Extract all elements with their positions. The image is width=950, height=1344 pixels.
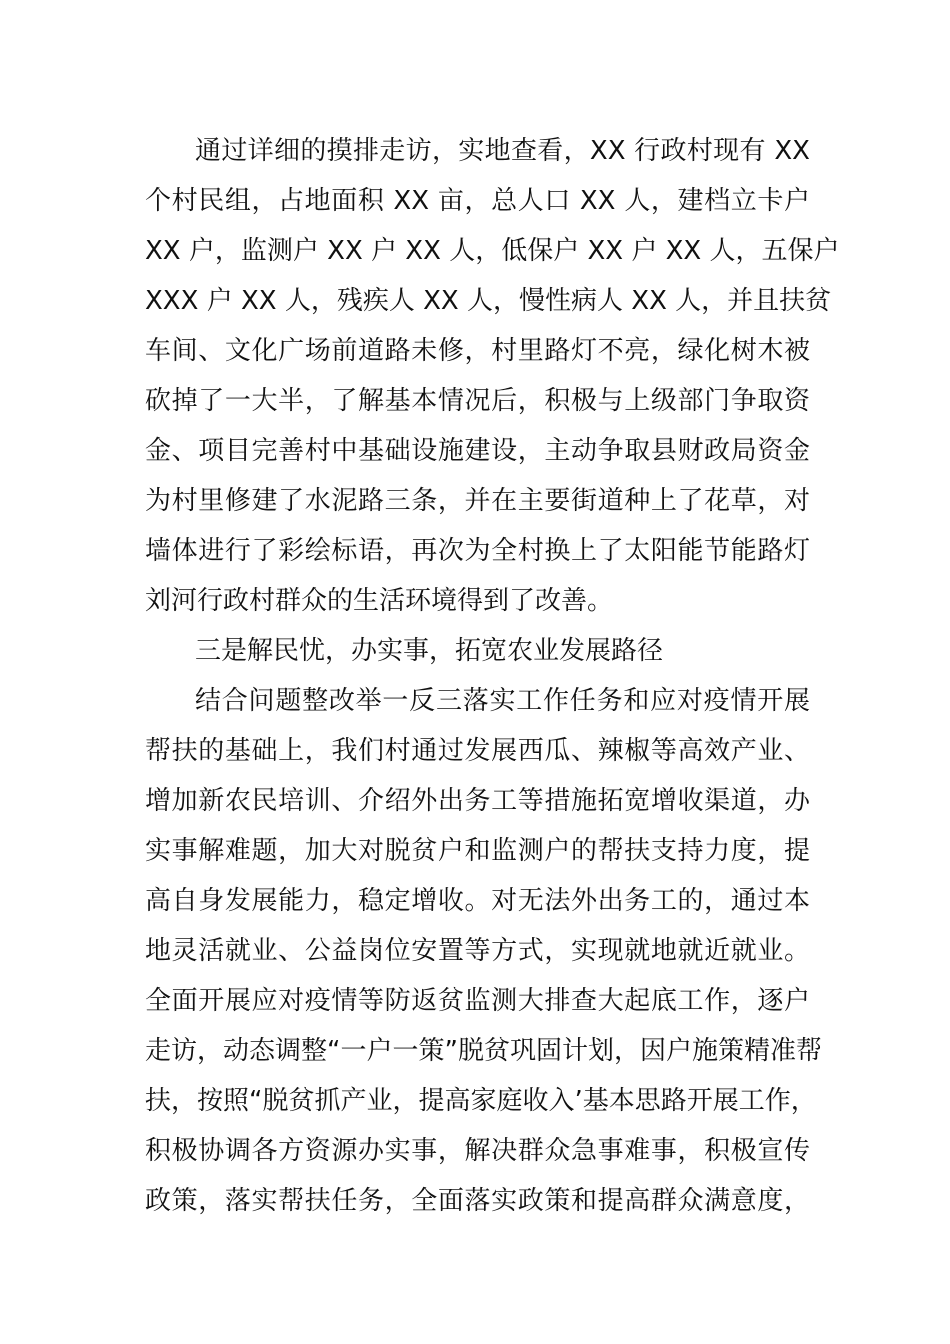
paragraph-1-line-4: XXX 户 XX 人，残疾人 XX 人，慢性病人 XX 人，并且扶贫 [145, 286, 832, 316]
paragraph-1-line-6: 砍掉了一大半，了解基本情况后，积极与上级部门争取资 [145, 386, 810, 416]
paragraph-1-line-5: 车间、文化广场前道路未修，村里路灯不亮，绿化树木被 [145, 336, 810, 366]
paragraph-1-line-1: 通过详细的摸排走访，实地查看，XX 行政村现有 XX [195, 136, 810, 166]
paragraph-2-line-11: 政策，落实帮扶任务，全面落实政策和提高群众满意度， [145, 1186, 810, 1216]
paragraph-2-line-10: 积极协调各方资源办实事，解决群众急事难事，积极宣传 [145, 1136, 810, 1166]
paragraph-1-line-3: XX 户，监测户 XX 户 XX 人，低保户 XX 户 XX 人，五保户 [145, 236, 840, 266]
paragraph-1-line-7: 金、项目完善村中基础设施建设，主动争取县财政局资金 [145, 436, 810, 466]
paragraph-2-line-6: 地灵活就业、公益岗位安置等方式，实现就地就近就业。 [145, 936, 810, 966]
paragraph-2-line-8: 走访，动态调整“一户一策”脱贫巩固计划，因户施策精准帮 [145, 1036, 822, 1066]
paragraph-2-line-5: 高自身发展能力，稳定增收。对无法外出务工的，通过本 [145, 886, 810, 916]
paragraph-1-line-2: 个村民组，占地面积 XX 亩，总人口 XX 人，建档立卡户 [145, 186, 810, 216]
paragraph-2-line-3: 增加新农民培训、介绍外出务工等措施拓宽增收渠道，办 [145, 786, 810, 816]
paragraph-2-line-4: 实事解难题，加大对脱贫户和监测户的帮扶支持力度，提 [145, 836, 810, 866]
paragraph-2-line-9: 扶，按照“脱贫抓产业，提高家庭收入’基本思路开展工作， [145, 1086, 817, 1116]
paragraph-1-line-10: 刘河行政村群众的生活环境得到了改善。 [145, 586, 614, 616]
paragraph-2-line-1: 结合问题整改举一反三落实工作任务和应对疫情开展 [195, 686, 810, 716]
paragraph-2-line-7: 全面开展应对疫情等防返贫监测大排查大起底工作，逐户 [145, 986, 810, 1016]
section-heading: 三是解民忧，办实事，拓宽农业发展路径 [195, 636, 664, 666]
paragraph-1-line-8: 为村里修建了水泥路三条，并在主要街道种上了花草，对 [145, 486, 810, 516]
paragraph-2-line-2: 帮扶的基础上，我们村通过发展西瓜、辣椒等高效产业、 [145, 736, 810, 766]
paragraph-1-line-9: 墙体进行了彩绘标语，再次为全村换上了太阳能节能路灯 [145, 536, 810, 566]
